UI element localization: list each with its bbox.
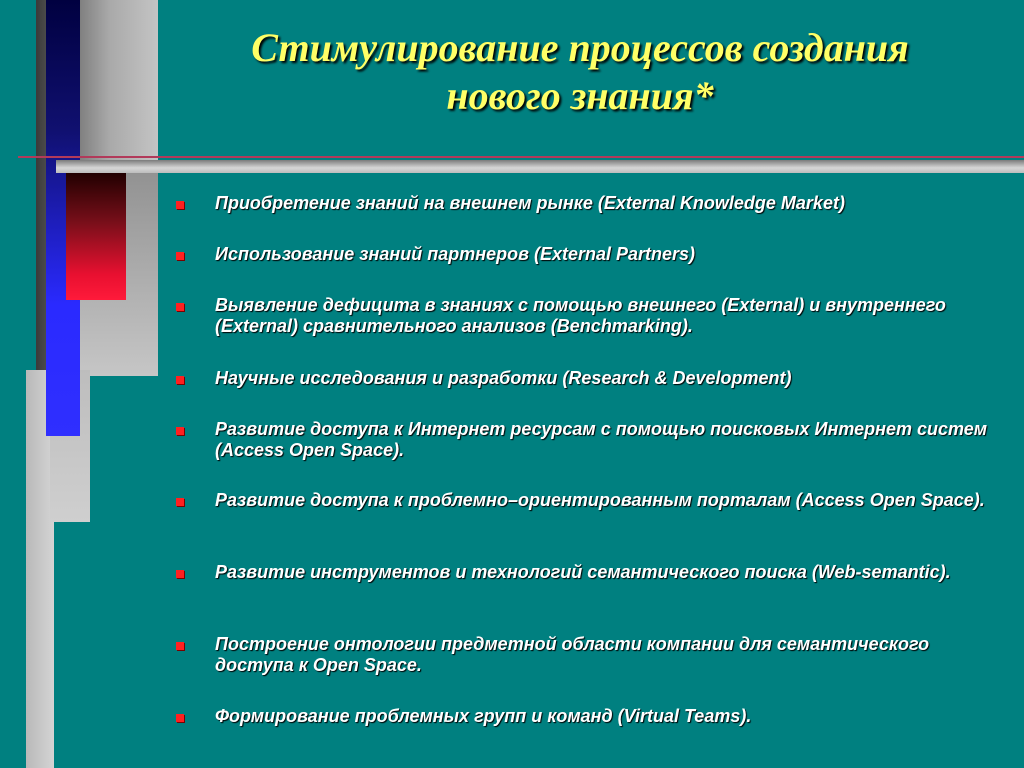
bullet-square-icon (176, 642, 184, 650)
bullet-item (176, 193, 1006, 214)
bullet-square-icon (176, 570, 184, 578)
decor-gray-rule (56, 160, 1024, 173)
bullet-text: Приобретение знаний на внешнем рынке (External Knowledge Market) (215, 193, 845, 213)
bullet-square-icon (176, 201, 184, 209)
bullet-square-icon (176, 376, 184, 384)
decor-red-rule (18, 156, 1024, 158)
bullet-item (176, 706, 1006, 727)
bullet-item (176, 244, 1006, 265)
bullet-text: Формирование проблемных групп и команд (Virtual Teams). (215, 706, 752, 726)
bullet-text: Развитие доступа к Интернет ресурсам с помощью поисковых Интернет систем (Access Open Space). (215, 419, 988, 460)
bullet-item (176, 419, 1006, 461)
bullet-text: Научные исследования и разработки (Research & Development) (215, 368, 792, 388)
bullet-item (176, 490, 1006, 511)
slide-title (170, 24, 990, 120)
bullet-item (176, 562, 1006, 583)
bullet-square-icon (176, 498, 184, 506)
bullet-text: Развитие инструментов и технологий семантического поиска (Web-semantic). (215, 562, 951, 582)
bullet-item (176, 295, 1006, 337)
bullet-item (176, 368, 1006, 389)
bullet-text: Развитие доступа к проблемно–ориентированным порталам (Access Open Space). (215, 490, 985, 510)
title-line-2: нового знания* (446, 73, 714, 118)
bullet-text: Выявление дефицита в знаниях с помощью внешнего (External) и внутреннего (External) сравнительного анализов (Benchmarking). (215, 295, 946, 336)
bullet-item (176, 634, 1006, 676)
bullet-square-icon (176, 427, 184, 435)
bullet-text: Построение онтологии предметной области компании для семантического доступа к Open Space. (215, 634, 930, 675)
bullet-square-icon (176, 252, 184, 260)
decor-red-block (66, 172, 126, 300)
bullet-text: Использование знаний партнеров (External Partners) (215, 244, 696, 264)
title-line-1: Стимулирование процессов создания (251, 25, 909, 70)
bullet-square-icon (176, 714, 184, 722)
bullet-square-icon (176, 303, 184, 311)
